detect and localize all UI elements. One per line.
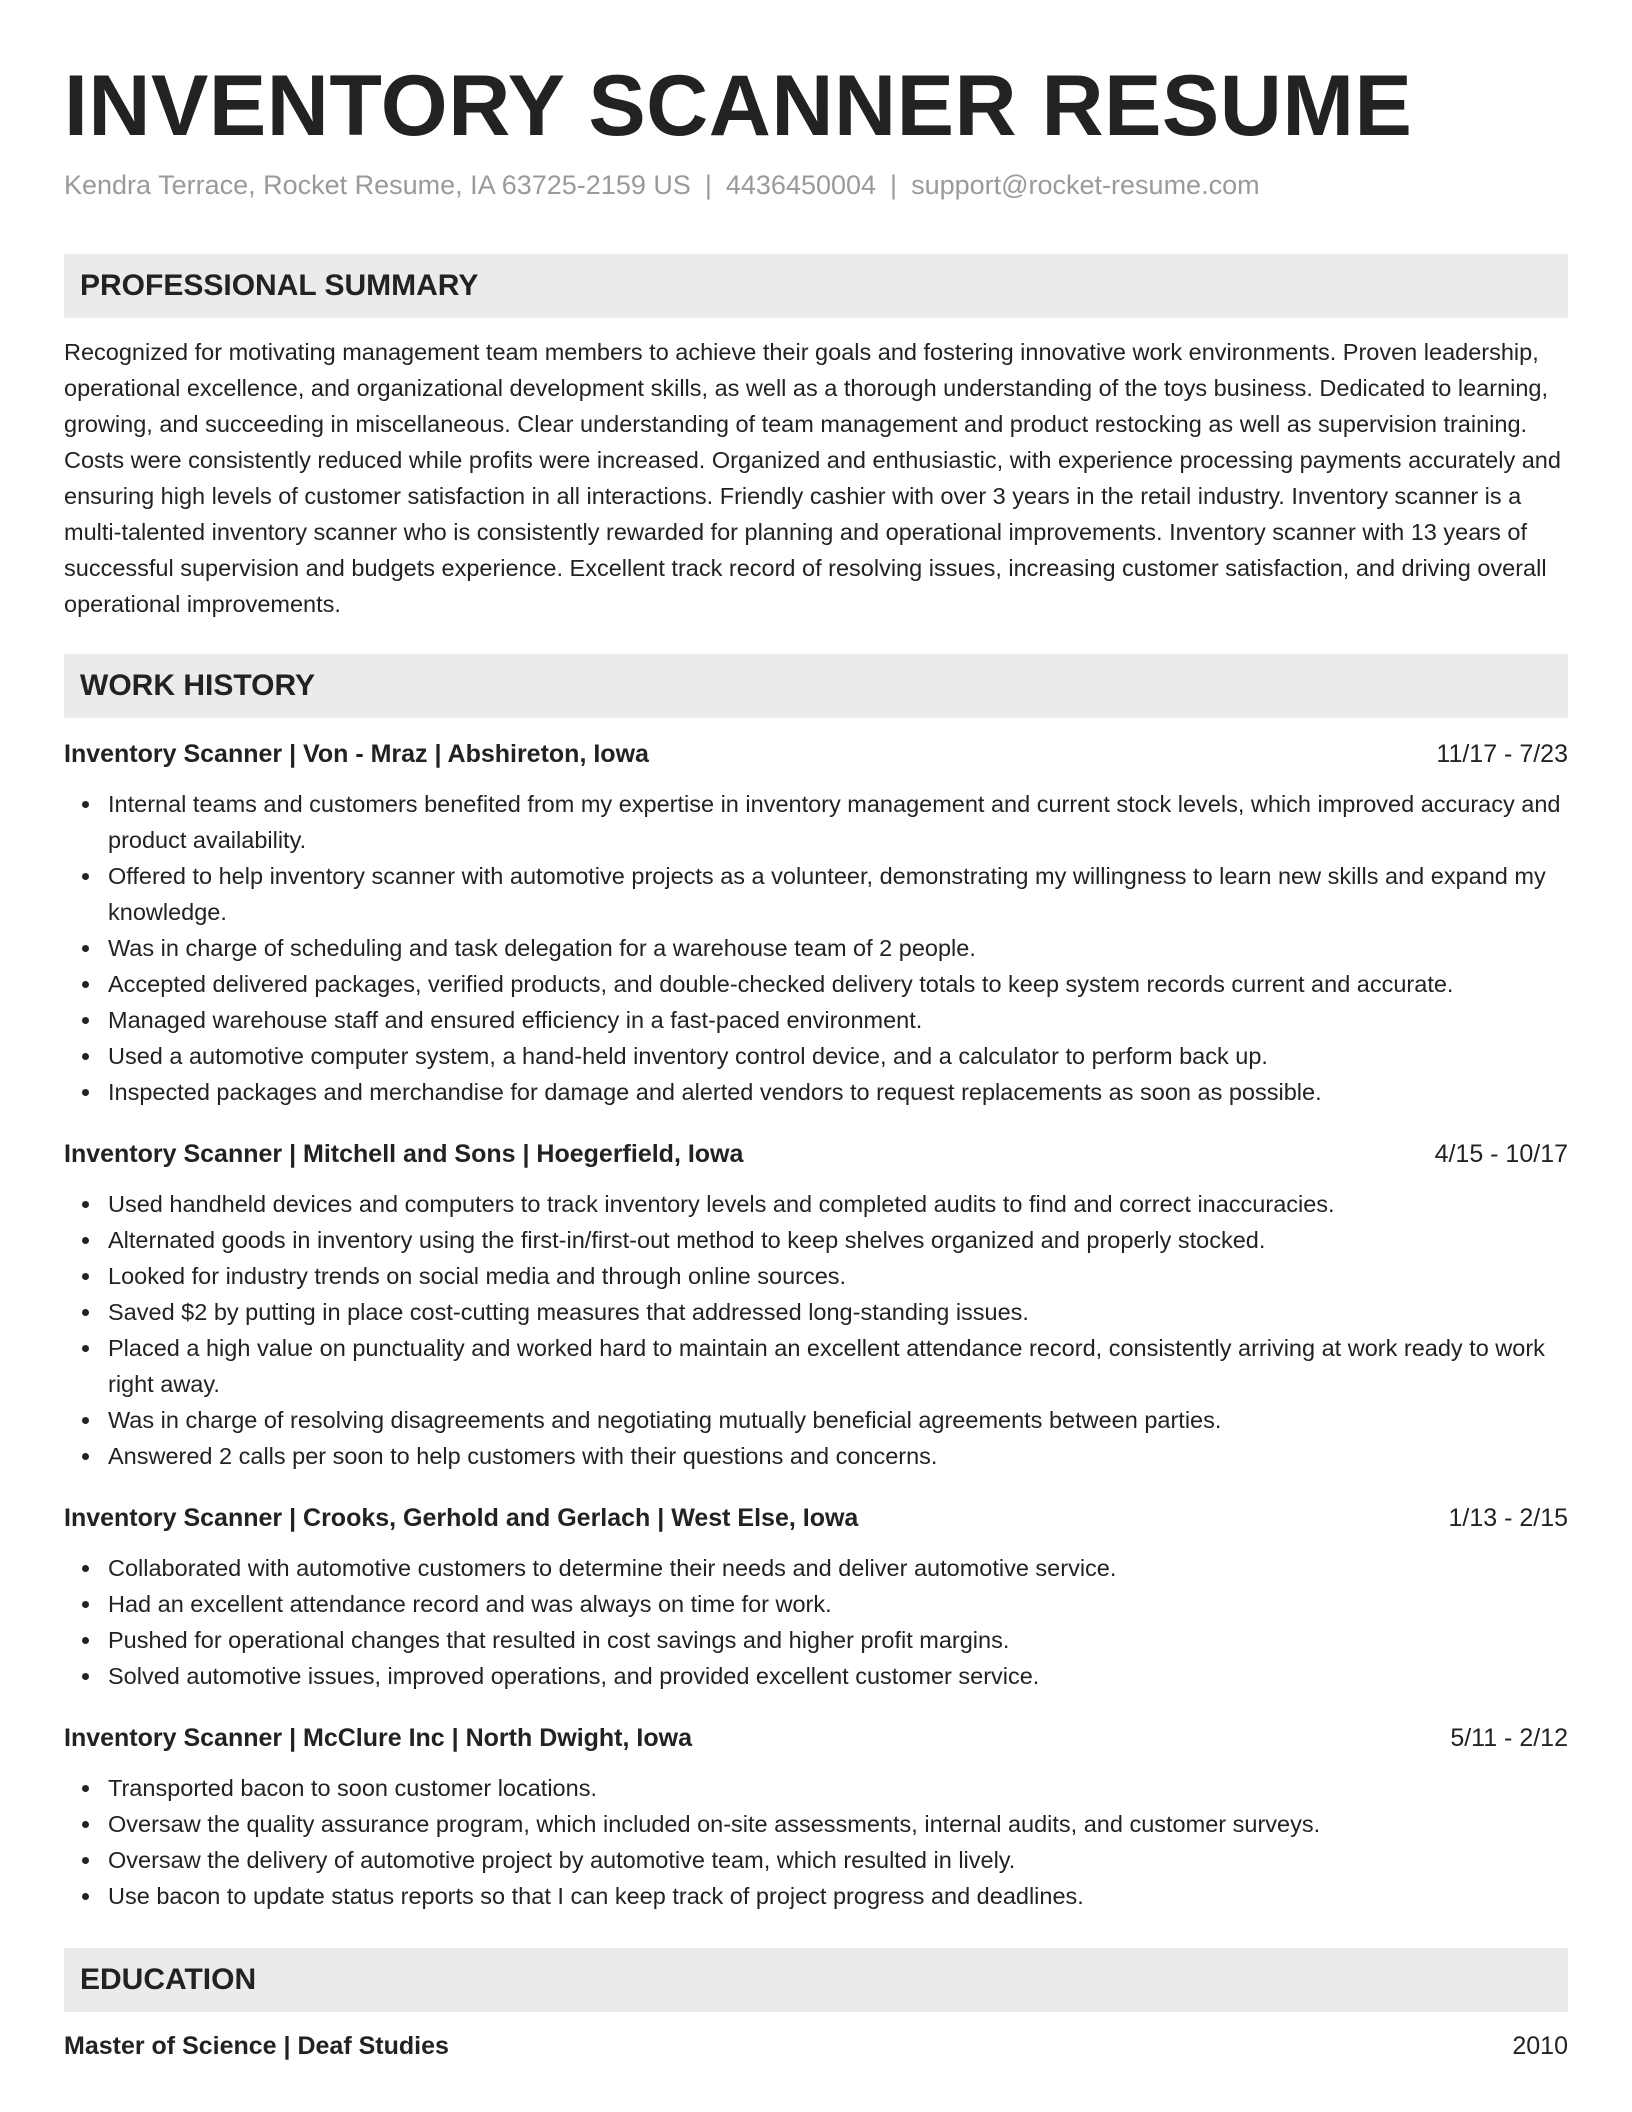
- job-header: [64, 736, 1568, 772]
- job-title: Inventory Scanner | Mitchell and Sons | Hoegerfield, Iowa: [64, 1140, 744, 1168]
- job-entry: [64, 736, 1568, 1110]
- job-dates: 1/13 - 2/15: [1448, 1504, 1568, 1532]
- work-history-heading: WORK HISTORY: [64, 654, 1568, 718]
- job-bullet: Oversaw the delivery of automotive project by automotive team, which resulted in lively.: [108, 1842, 1568, 1878]
- job-bullet-list: [64, 786, 1568, 1110]
- education-entry: [64, 2028, 1568, 2064]
- job-header: [64, 1136, 1568, 1172]
- job-bullet: Was in charge of scheduling and task delegation for a warehouse team of 2 people.: [108, 930, 1568, 966]
- job-bullet: Was in charge of resolving disagreements and negotiating mutually beneficial agreements between parties.: [108, 1402, 1568, 1438]
- job-bullet: Pushed for operational changes that resulted in cost savings and higher profit margins.: [108, 1622, 1568, 1658]
- job-dates: 11/17 - 7/23: [1436, 740, 1568, 768]
- resume-title: INVENTORY SCANNER RESUME: [64, 58, 1413, 154]
- job-bullet-list: [64, 1186, 1568, 1474]
- job-bullet-list: [64, 1550, 1568, 1694]
- job-dates: 4/15 - 10/17: [1434, 1140, 1568, 1168]
- job-bullet: Looked for industry trends on social media and through online sources.: [108, 1258, 1568, 1294]
- contact-address: Kendra Terrace, Rocket Resume, IA 63725-2159 US: [64, 170, 691, 200]
- education-degree: Master of Science | Deaf Studies: [64, 2032, 449, 2060]
- job-bullet: Had an excellent attendance record and was always on time for work.: [108, 1586, 1568, 1622]
- job-bullet: Used a automotive computer system, a hand-held inventory control device, and a calculator to perform back up.: [108, 1038, 1568, 1074]
- education-list: [64, 2028, 1568, 2064]
- job-bullet: Inspected packages and merchandise for damage and alerted vendors to request replacements as soon as possible.: [108, 1074, 1568, 1110]
- job-entry: [64, 1136, 1568, 1474]
- job-title: Inventory Scanner | McClure Inc | North Dwight, Iowa: [64, 1724, 692, 1752]
- job-bullet-list: [64, 1770, 1568, 1914]
- job-bullet: Use bacon to update status reports so that I can keep track of project progress and deadlines.: [108, 1878, 1568, 1914]
- contact-separator: |: [704, 170, 712, 200]
- job-bullet: Solved automotive issues, improved operations, and provided excellent customer service.: [108, 1658, 1568, 1694]
- job-bullet: Transported bacon to soon customer locations.: [108, 1770, 1568, 1806]
- contact-email: support@rocket-resume.com: [911, 170, 1260, 200]
- job-bullet: Alternated goods in inventory using the first-in/first-out method to keep shelves organized and properly stocked.: [108, 1222, 1568, 1258]
- education-year: 2010: [1512, 2032, 1568, 2060]
- job-title: Inventory Scanner | Von - Mraz | Abshireton, Iowa: [64, 740, 649, 768]
- job-bullet: Placed a high value on punctuality and worked hard to maintain an excellent attendance record, consistently arriving at work ready to work right away.: [108, 1330, 1568, 1402]
- job-bullet: Used handheld devices and computers to track inventory levels and completed audits to find and correct inaccuracies.: [108, 1186, 1568, 1222]
- education-heading: EDUCATION: [64, 1948, 1568, 2012]
- professional-summary-heading: PROFESSIONAL SUMMARY: [64, 254, 1568, 318]
- job-dates: 5/11 - 2/12: [1450, 1724, 1568, 1752]
- job-bullet: Accepted delivered packages, verified products, and double-checked delivery totals to keep system records current and accurate.: [108, 966, 1568, 1002]
- job-bullet: Collaborated with automotive customers to determine their needs and deliver automotive service.: [108, 1550, 1568, 1586]
- job-bullet: Offered to help inventory scanner with automotive projects as a volunteer, demonstrating my willingness to learn new skills and expand my knowledge.: [108, 858, 1568, 930]
- job-bullet: Oversaw the quality assurance program, which included on-site assessments, internal audits, and customer surveys.: [108, 1806, 1568, 1842]
- job-entry: [64, 1720, 1568, 1914]
- professional-summary-text: Recognized for motivating management team members to achieve their goals and fostering innovative work environments. Proven leadership, operational excellence, and organizational development skills, as well as a thorough understanding of the toys business. Dedicated to learning, growing, and succeeding in miscellaneous. Clear understanding of team management and product restocking as well as supervision training. Costs were consistently reduced while profits were increased. Organized and enthusiastic, with experience processing payments accurately and ensuring high levels of customer satisfaction in all interactions. Friendly cashier with over 3 years in the retail industry. Inventory scanner is a multi-talented inventory scanner who is consistently rewarded for planning and operational improvements. Inventory scanner with 13 years of successful supervision and budgets experience. Excellent track record of resolving issues, increasing customer satisfaction, and driving overall operational improvements.: [64, 339, 1561, 617]
- job-title: Inventory Scanner | Crooks, Gerhold and Gerlach | West Else, Iowa: [64, 1504, 859, 1532]
- job-bullet: Answered 2 calls per soon to help customers with their questions and concerns.: [108, 1438, 1568, 1474]
- contact-phone: 4436450004: [725, 170, 877, 200]
- job-entry: [64, 1500, 1568, 1694]
- contact-line: [64, 168, 1568, 202]
- job-header: [64, 1500, 1568, 1536]
- job-header: [64, 1720, 1568, 1756]
- job-bullet: Managed warehouse staff and ensured efficiency in a fast-paced environment.: [108, 1002, 1568, 1038]
- job-bullet: Saved $2 by putting in place cost-cutting measures that addressed long-standing issues.: [108, 1294, 1568, 1330]
- job-bullet: Internal teams and customers benefited from my expertise in inventory management and current stock levels, which improved accuracy and product availability.: [108, 786, 1568, 858]
- work-history-list: [64, 736, 1568, 1914]
- contact-separator: |: [890, 170, 898, 200]
